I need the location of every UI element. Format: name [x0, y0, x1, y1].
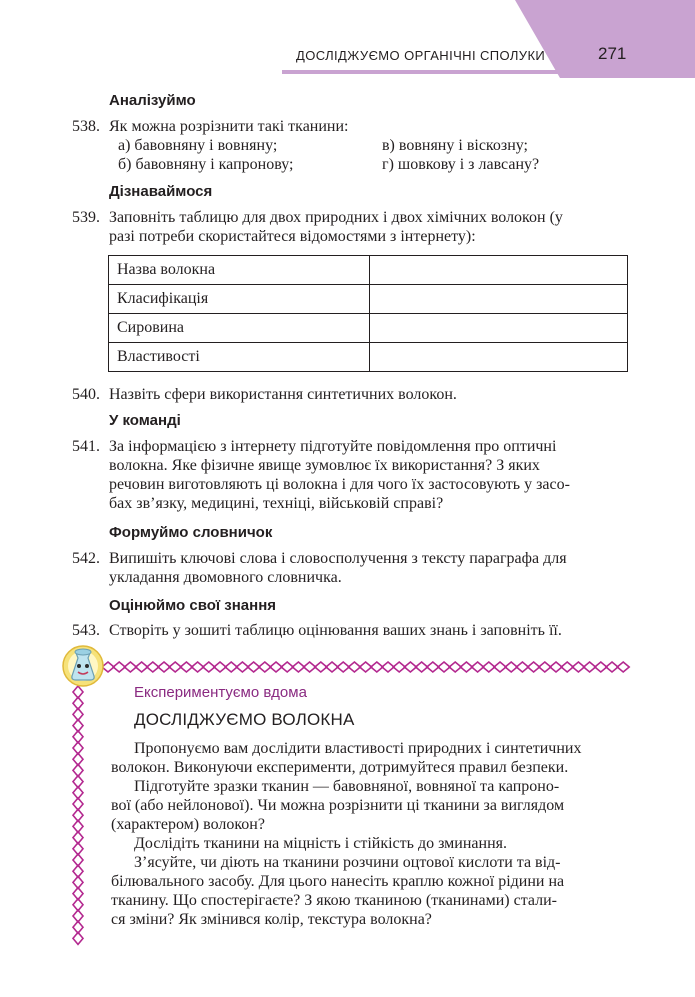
option-a: а) бавовняну і вовняну; — [118, 137, 278, 154]
option-c: в) вовняну і віскозну; — [382, 137, 528, 154]
question-number: 540. — [72, 386, 100, 403]
question-number: 538. — [72, 118, 100, 135]
experiment-text: Підготуйте зразки тканин — бавовняної, вовняної та капроно- — [134, 778, 560, 795]
experiment-text: Дослідіть тканини на міцність і стійкість до зминання. — [134, 835, 508, 852]
section-heading-glossary: Формуймо словничок — [109, 524, 273, 541]
question-text: волокна. Яке фізичне явище зумовлює їх використання? З яких — [109, 457, 540, 474]
question-number: 542. — [72, 550, 100, 567]
section-heading-team: У команді — [109, 412, 181, 429]
experiment-text: З’ясуйте, чи діють на тканини розчини оцтової кислоти та від- — [134, 854, 561, 871]
table-cell-empty — [370, 285, 628, 314]
page-number: 271 — [598, 44, 627, 63]
table-row — [109, 256, 628, 285]
experiment-text: білювального засобу. Для цього нанесіть краплю кожної рідини на — [111, 873, 565, 890]
header-decoration — [0, 0, 695, 78]
experiment-label: Експериментуємо вдома — [134, 684, 307, 701]
experiment-text: тканину. Що спостерігаєте? З якою тканиною (тканинами) стали- — [111, 892, 557, 909]
question-text: Створіть у зошиті таблицю оцінювання ваших знань і заповніть її. — [109, 622, 562, 639]
flask-mascot-icon — [63, 646, 103, 686]
question-text: Заповніть таблицю для двох природних і двох хімічних волокон (у — [109, 209, 563, 226]
table-cell: Назва волокна — [109, 256, 370, 285]
table-cell-empty — [370, 343, 628, 372]
table-cell-empty — [370, 256, 628, 285]
table-row — [109, 343, 628, 372]
section-heading-evaluate: Оцінюймо свої знання — [109, 597, 277, 614]
question-text: бах зв’язку, медицині, техніці, військовій справі? — [109, 495, 444, 512]
question-text: речовин виготовляють ці волокна і для чого їх застосовують у засо- — [109, 476, 570, 493]
question-number: 541. — [72, 438, 100, 455]
experiment-text: ся зміни? Як змінився колір, текстура волокна? — [111, 911, 432, 928]
experiment-text: вої (або нейлонової). Чи можна розрізнити ці тканини за виглядом — [111, 797, 565, 814]
section-heading-learn: Дізнаваймося — [109, 183, 213, 200]
table-cell: Класифікація — [109, 285, 370, 314]
question-text: укладання двомовного словничка. — [109, 569, 342, 586]
table-cell: Властивості — [109, 343, 370, 372]
option-b: б) бавовняну і капронову; — [118, 156, 294, 173]
table-cell-empty — [370, 314, 628, 343]
experiment-text: волокон. Виконуючи експерименти, дотримуйтеся правил безпеки. — [111, 759, 569, 776]
table-row — [109, 314, 628, 343]
question-text: Випишіть ключові слова і словосполучення з тексту параграфа для — [109, 550, 567, 567]
option-d: г) шовкову і з лавсану? — [382, 156, 540, 173]
experiment-title: ДОСЛІДЖУЄМО ВОЛОКНА — [134, 710, 355, 729]
question-text: Назвіть сфери використання синтетичних волокон. — [109, 386, 457, 403]
table-row — [109, 285, 628, 314]
fiber-table — [108, 255, 628, 372]
question-text: разі потреби скористайтеся відомостями з інтернету): — [109, 228, 476, 245]
experiment-text: (характером) волокон? — [111, 816, 265, 833]
running-head: ДОСЛІДЖУЄМО ОРГАНІЧНІ СПОЛУКИ — [296, 48, 546, 63]
question-text: Як можна розрізнити такі тканини: — [109, 118, 349, 135]
experiment-text: Пропонуємо вам дослідити властивості природних і синтетичних — [134, 740, 582, 757]
section-heading-analyze: Аналізуймо — [109, 92, 196, 109]
question-text: За інформацією з інтернету підготуйте повідомлення про оптичні — [109, 438, 557, 455]
question-number: 543. — [72, 622, 100, 639]
table-cell: Сировина — [109, 314, 370, 343]
question-number: 539. — [72, 209, 100, 226]
